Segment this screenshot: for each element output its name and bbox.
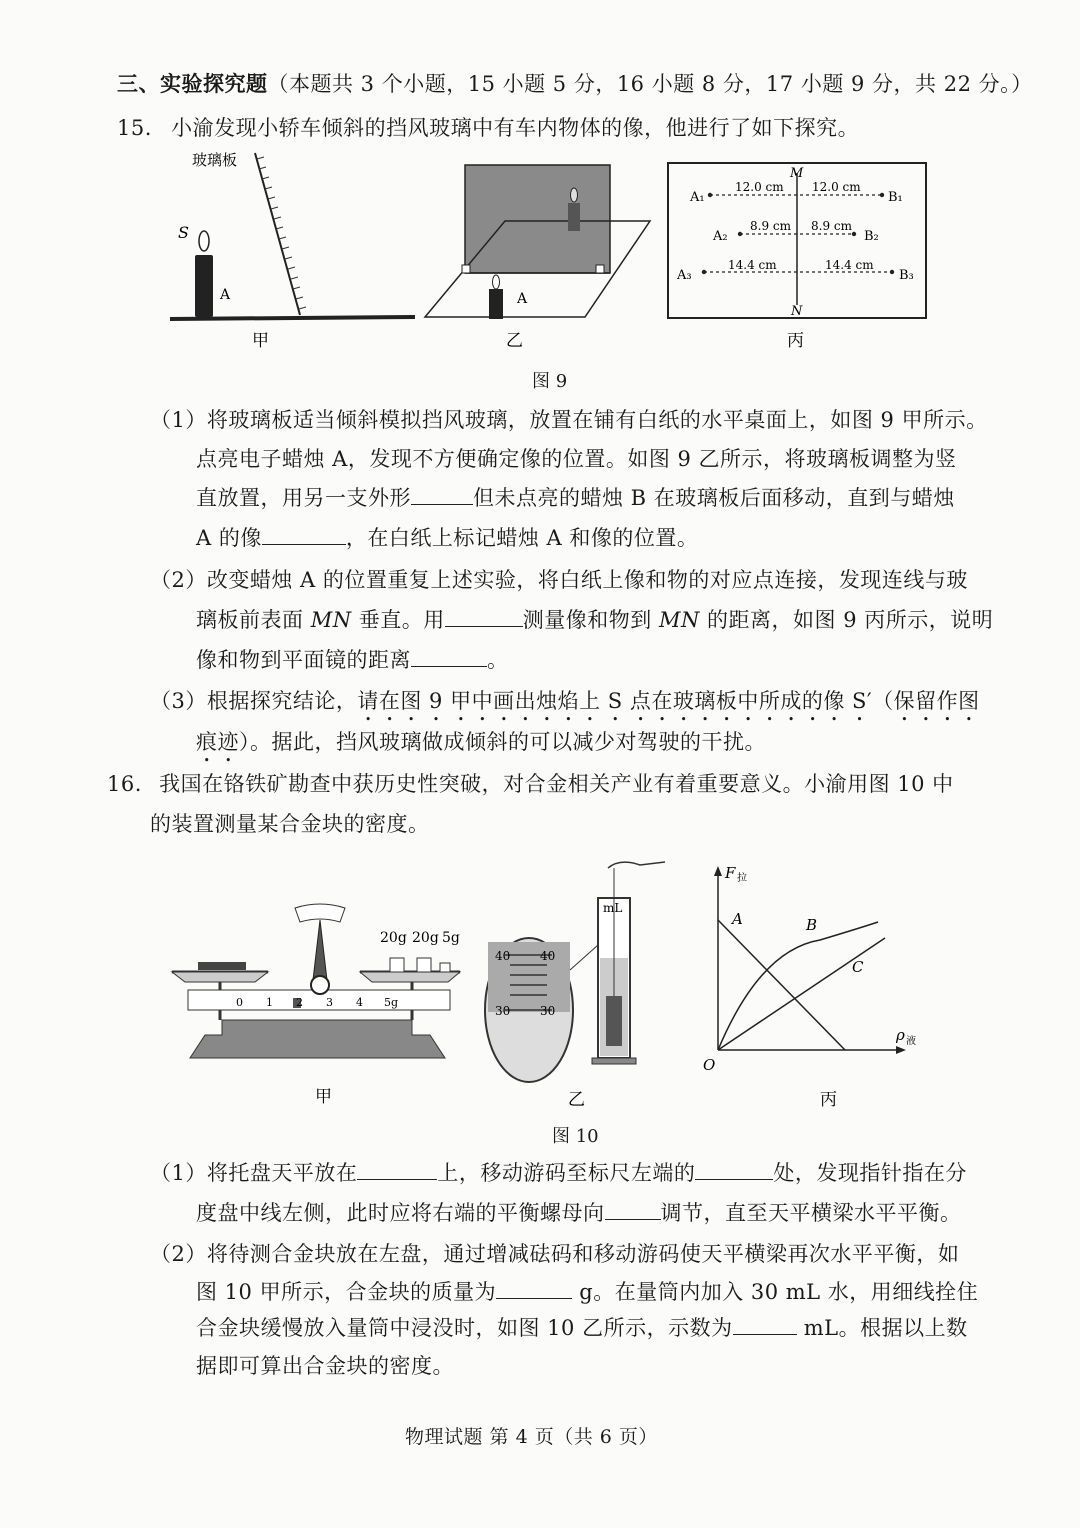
q15-p3-emphasis2: 痕迹） bbox=[196, 730, 250, 754]
fig9-yi-label: 乙 bbox=[506, 331, 523, 351]
q15-p3-emphasis1: 请在图 9 甲中画出烛焰上 S 点在玻璃板中所成的像 S′（保留作图 bbox=[357, 689, 980, 713]
label-b2: B₂ bbox=[864, 229, 879, 244]
q16-p1-line2 bbox=[196, 1197, 962, 1227]
curve-b-label: B bbox=[806, 916, 818, 934]
origin-label: O bbox=[703, 1056, 716, 1074]
fig9-yi bbox=[425, 165, 650, 351]
axis-rho-sub: 液 bbox=[906, 1036, 916, 1047]
candle-a-label-yi: A bbox=[517, 291, 528, 307]
fig10-yi-cylinder bbox=[485, 862, 665, 1110]
q15-p2-line3 bbox=[196, 644, 509, 674]
axis-f-label: F bbox=[725, 864, 736, 882]
q15-number: 15. bbox=[117, 116, 152, 140]
label-b1: B₁ bbox=[888, 190, 903, 205]
q16-p1-text2b: 调节，直至天平横梁水平平衡。 bbox=[660, 1201, 962, 1225]
q16-p2-line3 bbox=[196, 1312, 968, 1342]
q15-p1-text4b: ，在白纸上标记蜡烛 A 和像的位置。 bbox=[345, 526, 699, 550]
fig10-jia-label: 甲 bbox=[315, 1087, 332, 1107]
fig9-jia bbox=[170, 151, 415, 351]
dist-a3: 14.4 cm bbox=[728, 258, 777, 272]
cylinder-unit-label: mL bbox=[603, 901, 623, 915]
q15-p3-number: （3） bbox=[150, 689, 207, 713]
q15-p1-text4a: A 的像 bbox=[196, 526, 262, 550]
q15-stem bbox=[117, 112, 859, 142]
q16-p2-text2b: g。在量筒内加入 30 mL 水，用细线拴住 bbox=[572, 1280, 979, 1304]
svg-text:3: 3 bbox=[326, 996, 333, 1009]
figure-10-caption: 图 10 bbox=[552, 1126, 599, 1147]
point-s-label: S bbox=[178, 223, 189, 242]
q16-number: 16. bbox=[107, 772, 142, 796]
figure-9 bbox=[160, 145, 940, 395]
blank-place[interactable] bbox=[357, 1161, 437, 1180]
figure-9-caption: 图 9 bbox=[532, 371, 568, 392]
q15-p1-line2: 点亮电子蜡烛 A，发现不方便确定像的位置。如图 9 乙所示，将玻璃板调整为竖 bbox=[196, 447, 957, 471]
blank-distance[interactable] bbox=[411, 648, 487, 667]
dist-a1: 12.0 cm bbox=[735, 180, 784, 194]
q16-p2-text2a: 图 10 甲所示，合金块的质量为 bbox=[196, 1280, 497, 1304]
q15-p2-text3a: 像和物到平面镜的距离 bbox=[196, 648, 411, 672]
curve-a bbox=[718, 920, 845, 1050]
q16-p2-text3a: 合金块缓慢放入量筒中浸没时，如图 10 乙所示，示数为 bbox=[196, 1316, 733, 1340]
dist-b1: 12.0 cm bbox=[812, 180, 861, 194]
q16-p1-number: （1） bbox=[150, 1161, 207, 1185]
q16-p2-line2 bbox=[196, 1276, 978, 1306]
section-note: （本题共 3 个小题，15 小题 5 分，16 小题 8 分，17 小题 9 分，共 22 分。） bbox=[267, 72, 1033, 96]
dist-a2: 8.9 cm bbox=[750, 219, 791, 233]
section-heading bbox=[117, 68, 1033, 98]
q15-p1-text1: 将玻璃板适当倾斜模拟挡风玻璃，放置在铺有白纸的水平桌面上，如图 9 甲所示。 bbox=[206, 408, 988, 432]
q15-p2-text2a: 璃板前表面 bbox=[196, 608, 311, 632]
q15-p2-text2d: 的距离，如图 9 丙所示，说明 bbox=[699, 608, 994, 632]
q16-p2-line4: 据即可算出合金块的密度。 bbox=[196, 1354, 454, 1378]
blank-zero[interactable] bbox=[695, 1161, 773, 1180]
label-b3: B₃ bbox=[899, 268, 914, 283]
q16-p1-text1a: 将托盘天平放在 bbox=[206, 1161, 358, 1185]
q15-p3-text1a: 根据探究结论， bbox=[206, 689, 358, 713]
q16-p2-text3b: mL。根据以上数 bbox=[796, 1316, 968, 1340]
label-a3: A₃ bbox=[677, 268, 692, 283]
blank-tool[interactable] bbox=[445, 608, 523, 627]
q15-p1-line3 bbox=[196, 482, 955, 512]
figure-10 bbox=[160, 850, 950, 1120]
svg-text:4: 4 bbox=[356, 996, 363, 1009]
q15-p2-line2 bbox=[196, 604, 993, 634]
zoom-40-left: 40 bbox=[495, 949, 511, 963]
q15-p2-line1 bbox=[150, 564, 968, 594]
blank-volume[interactable] bbox=[733, 1316, 797, 1335]
blank-mass[interactable] bbox=[496, 1280, 572, 1299]
q15-p3-line1 bbox=[150, 685, 980, 726]
axis-f-sub: 拉 bbox=[737, 873, 747, 884]
q15-p1-line1 bbox=[150, 404, 988, 434]
label-mn-1: MN bbox=[310, 608, 352, 632]
fig10-bing-label: 丙 bbox=[820, 1090, 837, 1110]
label-a2: A₂ bbox=[713, 229, 728, 244]
q15-p2-text1: 改变蜡烛 A 的位置重复上述实验，将白纸上像和物的对应点连接，发现连线与玻 bbox=[206, 568, 968, 592]
svg-text:5g: 5g bbox=[384, 996, 399, 1009]
label-n: N bbox=[791, 304, 803, 319]
dist-b2: 8.9 cm bbox=[811, 219, 852, 233]
axis-rho-label: ρ bbox=[896, 1026, 905, 1044]
q16-stem-line1 bbox=[107, 768, 954, 798]
svg-text:2: 2 bbox=[296, 996, 303, 1009]
q15-p2-number: （2） bbox=[150, 568, 207, 592]
svg-text:0: 0 bbox=[236, 996, 243, 1009]
q16-p1-line1 bbox=[150, 1157, 967, 1187]
curve-b bbox=[718, 922, 878, 1050]
q15-p2-text2c: 测量像和物到 bbox=[522, 608, 659, 632]
curve-a-label: A bbox=[732, 910, 743, 928]
q16-p2-number: （2） bbox=[150, 1242, 207, 1266]
q16-p2-text1: 将待测合金块放在左盘，通过增减砝码和移动游码使天平横梁再次水平平衡，如 bbox=[206, 1242, 960, 1266]
fig10-yi-label: 乙 bbox=[568, 1090, 585, 1110]
svg-text:1: 1 bbox=[266, 996, 273, 1009]
q15-p1-number: （1） bbox=[150, 408, 207, 432]
fig10-jia-balance bbox=[172, 904, 460, 1107]
q16-p1-text2a: 度盘中线左侧，此时应将右端的平衡螺母向 bbox=[196, 1201, 605, 1225]
q15-p3-line2 bbox=[196, 726, 766, 767]
weight-1-label: 20g bbox=[380, 930, 407, 946]
fig10-bing-graph bbox=[703, 864, 916, 1110]
q15-stem-text: 小渝发现小轿车倾斜的挡风玻璃中有车内物体的像，他进行了如下探究。 bbox=[171, 116, 860, 140]
page-footer: 物理试题 第 4 页（共 6 页） bbox=[405, 1426, 658, 1448]
q15-p1-text3b: 但未点亮的蜡烛 B 在玻璃板后面移动，直到与蜡烛 bbox=[473, 486, 955, 510]
q15-p2-text2b: 垂直。用 bbox=[351, 608, 445, 632]
glass-plate-label: 玻璃板 bbox=[192, 151, 238, 169]
curve-c-label: C bbox=[852, 958, 864, 976]
section-title: 三、实验探究题 bbox=[117, 71, 268, 96]
blank-direction[interactable] bbox=[605, 1201, 661, 1220]
fig9-bing-label: 丙 bbox=[787, 331, 804, 351]
blank-shape[interactable] bbox=[411, 486, 473, 505]
q16-p1-text1c: 处，发现指针指在分 bbox=[773, 1161, 967, 1185]
q15-p3-text2b: 。据此，挡风玻璃做成倾斜的可以减少对驾驶的干扰。 bbox=[250, 730, 766, 754]
blank-coincide[interactable] bbox=[262, 526, 346, 545]
curve-c bbox=[718, 938, 885, 1050]
label-mn-2: MN bbox=[658, 608, 700, 632]
zoom-40-right: 40 bbox=[540, 949, 556, 963]
fig9-jia-label: 甲 bbox=[252, 331, 269, 351]
q15-p2-text3b: 。 bbox=[487, 648, 509, 672]
q15-p1-text3a: 直放置，用另一支外形 bbox=[196, 486, 411, 510]
q16-p1-text1b: 上，移动游码至标尺左端的 bbox=[437, 1161, 696, 1185]
q16-stem-text1: 我国在铬铁矿勘查中获历史性突破，对合金相关产业有着重要意义。小渝用图 10 中 bbox=[159, 772, 954, 796]
q16-stem-line2: 的装置测量某合金块的密度。 bbox=[150, 812, 430, 836]
weight-3-label: 5g bbox=[442, 930, 460, 946]
q15-p1-line4 bbox=[196, 522, 698, 552]
q16-p2-line1 bbox=[150, 1238, 959, 1268]
fig9-bing bbox=[668, 163, 926, 351]
label-m: M bbox=[790, 166, 804, 181]
dist-b3: 14.4 cm bbox=[825, 258, 874, 272]
label-a1: A₁ bbox=[690, 190, 705, 205]
candle-a-label-jia: A bbox=[220, 287, 231, 303]
zoom-30-left: 30 bbox=[495, 1004, 511, 1018]
weight-2-label: 20g bbox=[412, 930, 439, 946]
zoom-30-right: 30 bbox=[540, 1004, 556, 1018]
